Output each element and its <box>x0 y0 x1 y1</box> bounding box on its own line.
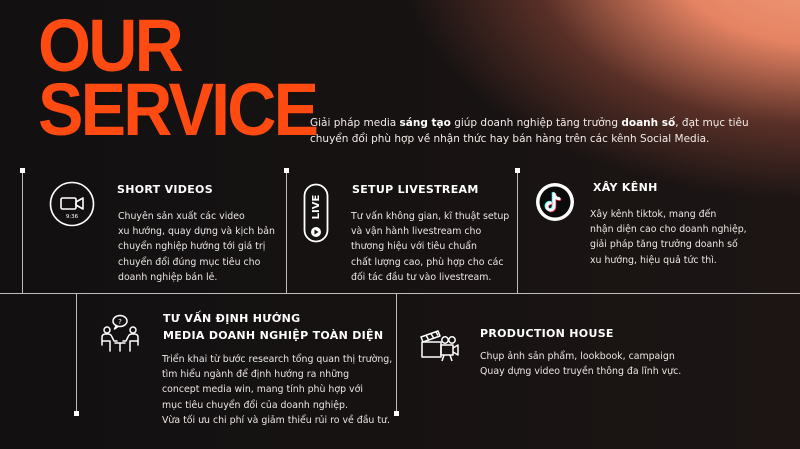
desc-line: Vừa tối ưu chi phí và giảm thiểu rủi ro về đầu tư. <box>162 414 390 426</box>
intro-text-2: giúp doanh nghiệp tăng trưởng <box>450 117 622 129</box>
desc-line: xu hướng, quay dựng và kịch bản <box>118 226 275 238</box>
intro-text-3: , đạt mục tiêu chuyển đổi phù hợp về nhận thức hay bán hàng trên các kênh Social Media. <box>310 117 749 145</box>
desc-line: đối tác đầu tư vào livestream. <box>351 271 492 283</box>
svg-text:?: ? <box>118 318 122 326</box>
marker-dot <box>74 411 79 416</box>
vline-1 <box>22 170 23 293</box>
desc-line: chuyển đổi đúng mục tiêu cho <box>118 256 261 268</box>
consulting-title-1: TƯ VẤN ĐỊNH HƯỚNG <box>163 312 301 325</box>
intro-paragraph <box>310 115 760 147</box>
desc-line: xu hướng, hiệu quả tức thì. <box>590 254 717 266</box>
desc-line: Xây kênh tiktok, mang đến <box>590 209 717 220</box>
short-videos-desc <box>118 209 275 285</box>
desc-line: thương hiệu với tiêu chuẩn <box>351 241 477 253</box>
page-title <box>38 4 317 151</box>
vline-2 <box>286 170 287 293</box>
desc-line: Chụp ảnh sản phẩm, lookbook, campaign <box>480 351 675 362</box>
marker-dot <box>284 168 289 173</box>
desc-line: chuyển nghiệp hướng tới giá trị <box>118 241 266 253</box>
vline-3 <box>517 170 518 293</box>
intro-bold-1: sáng tạo <box>399 117 451 129</box>
intro-text-1: Giải pháp media <box>310 117 400 129</box>
desc-line: Tư vấn không gian, kĩ thuật setup <box>351 211 510 222</box>
short-videos-title: SHORT VIDEOS <box>117 183 213 196</box>
video-camera-icon <box>49 181 95 227</box>
desc-line: Chuyên sản xuất các video <box>118 211 245 222</box>
desc-line: Quay dựng video truyền thông đa lĩnh vực. <box>480 366 682 378</box>
marker-dot <box>20 168 25 173</box>
horizontal-divider <box>0 293 800 294</box>
title-line-2: SERVICE <box>38 68 317 151</box>
desc-line: mục tiêu chuyển đổi của doanh nghiệp. <box>162 399 348 411</box>
consulting-title-2: MEDIA DOANH NGHIỆP TOÀN DIỆN <box>163 329 384 342</box>
tiktok-icon <box>536 183 574 221</box>
desc-line: giải pháp tăng trưởng doanh số <box>590 239 738 251</box>
production-title: PRODUCTION HOUSE <box>480 327 614 340</box>
vline-5 <box>396 294 397 413</box>
intro-bold-2: doanh số <box>621 117 676 129</box>
production-desc <box>480 349 681 379</box>
desc-line: tìm hiểu ngành để định hướng ra những <box>162 369 350 381</box>
livestream-title: SETUP LIVESTREAM <box>352 183 479 196</box>
vline-4 <box>76 294 77 413</box>
desc-line: nhận diện cao cho doanh nghiệp, <box>590 224 747 236</box>
channel-desc <box>590 207 747 268</box>
marker-dot <box>515 168 520 173</box>
title-line-1: OUR <box>38 4 182 87</box>
live-badge-icon <box>303 183 329 243</box>
channel-title: XÂY KÊNH <box>593 181 658 194</box>
consulting-people-icon <box>97 313 143 355</box>
livestream-desc <box>351 209 509 285</box>
desc-line: doanh nghiệp bán lẻ. <box>118 271 218 283</box>
desc-line: concept media win, mang tính phù hợp với <box>162 384 363 396</box>
live-label: LIVE <box>311 194 322 220</box>
consulting-desc <box>162 352 392 428</box>
desc-line: Triển khai từ bước research tổng quan thị trường, <box>162 354 393 365</box>
clapperboard-camera-icon <box>418 327 460 363</box>
video-time-label: 9:36 <box>65 214 79 220</box>
desc-line: và vận hành livestream cho <box>351 226 482 238</box>
desc-line: chất lượng cao, phù hợp cho các <box>351 256 504 268</box>
marker-dot <box>394 411 399 416</box>
